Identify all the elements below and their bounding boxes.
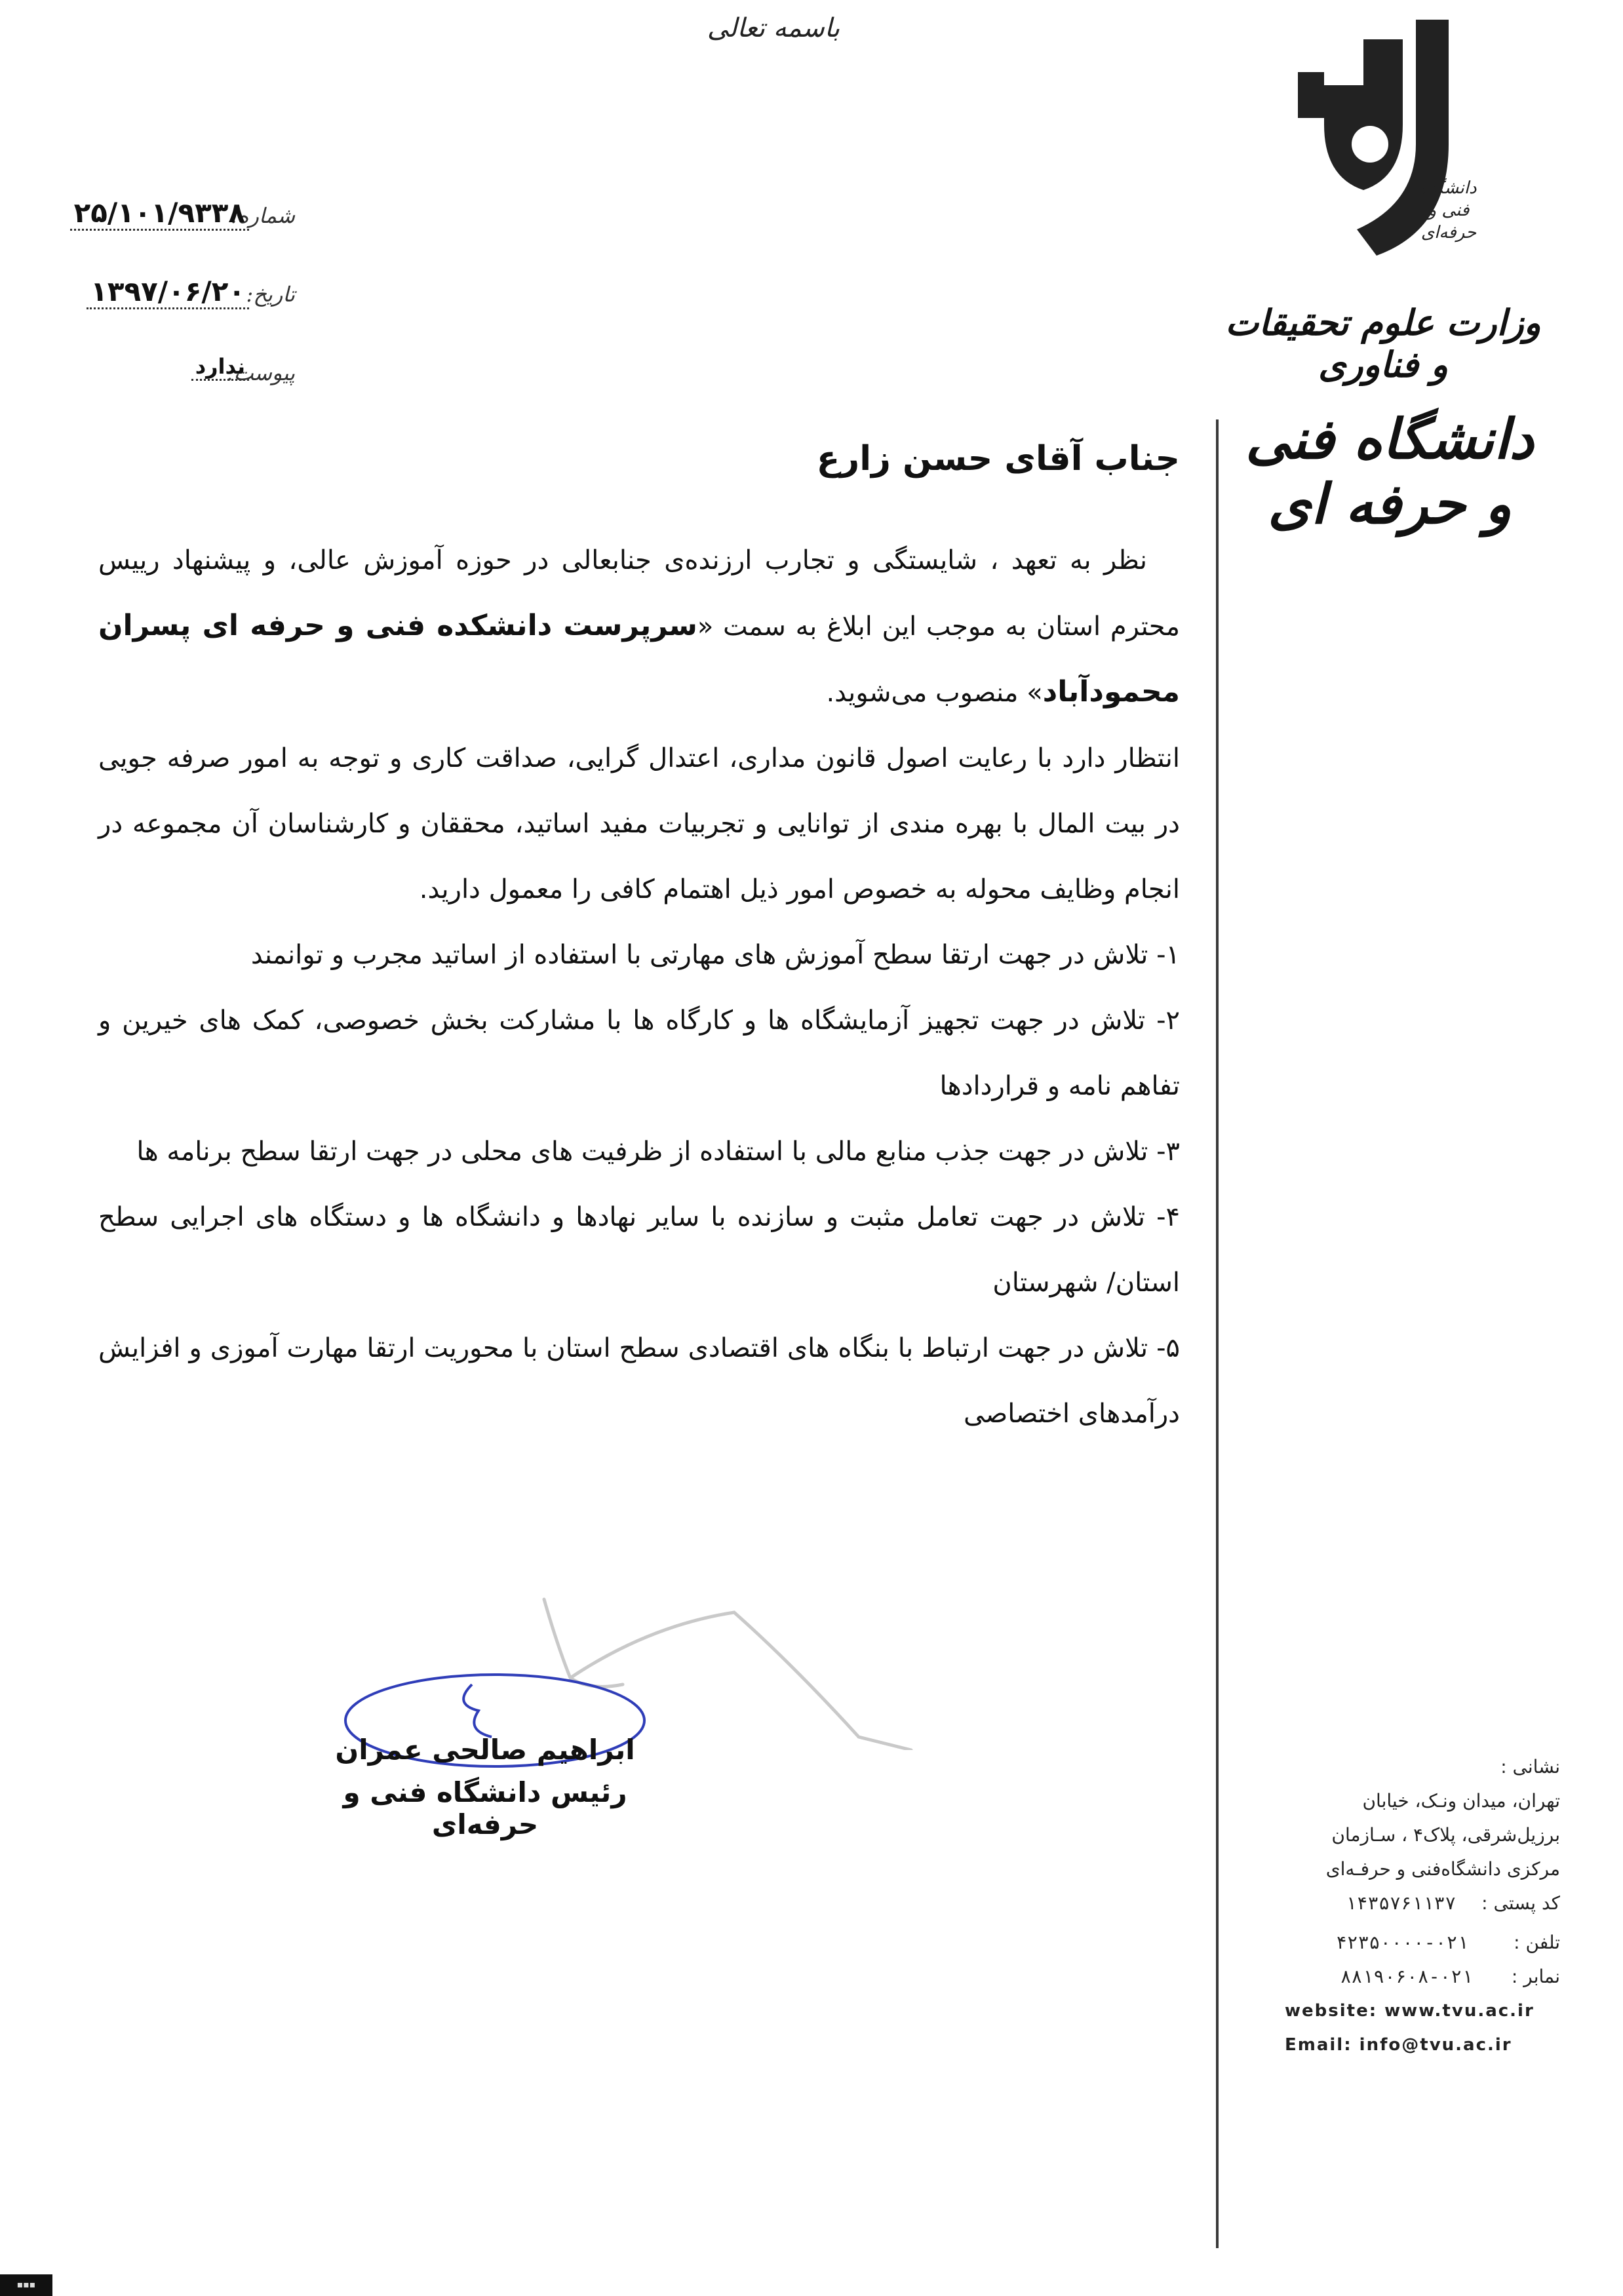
logo-caption-line: فنی و حرفه‌ای	[1420, 201, 1477, 243]
address-line: برزیل‌شرقی، پلاک۴ ، سـازمان	[1331, 1824, 1560, 1846]
duty-item: ۱- تلاش در جهت ارتقا سطح آموزش های مهارتی با استفاده از اساتید مجرب و توانمند	[250, 940, 1180, 970]
website-text: website: www.tvu.ac.ir	[1285, 2001, 1535, 2021]
appointed-position: سرپرست دانشکده فنی و حرفه ای پسران محمودآباد	[98, 609, 1180, 709]
letter-body	[98, 528, 1180, 1447]
fax-label: نمابر :	[1511, 1966, 1560, 1987]
vertical-divider	[1216, 419, 1219, 2248]
duty-item: ۵- تلاش در جهت ارتباط با بنگاه های اقتصادی سطح استان با محوریت ارتقا مهارت آموزی و افزایش درآمدهای اختصاصی	[98, 1333, 1180, 1429]
logo-caption	[1409, 177, 1488, 244]
letter-number-row	[59, 197, 295, 236]
university-name: دانشگاه فنی و حرفه ای	[1245, 406, 1534, 536]
signer-name: ابراهیم صالحی عمران	[335, 1734, 635, 1766]
address-block	[1245, 1750, 1560, 2062]
expectation-paragraph: انتظار دارد با رعایت اصول قانون مداری، اعتدال گرایی، صداقت کاری و توجه به امور صرفه جویی در بیت المال با بهره مندی از توانایی و تجربیات مفید اساتید، محققان و کارشناسان آن مجموعه در انجام وظایف محوله به خصوص امور ذیل اهتمام کافی را معمول دارید.	[98, 743, 1180, 905]
intro-text-end: » منصوب می‌شوید.	[826, 678, 1043, 708]
letter-attachment-row	[59, 354, 295, 393]
email-text: Email: info@tvu.ac.ir	[1285, 2035, 1512, 2055]
phone-row	[1245, 1926, 1560, 1960]
letter-date-row	[59, 275, 295, 315]
address-line: مرکزی دانشگاه‌فنی و حرفـه‌ای	[1325, 1858, 1560, 1880]
letter-number-label: شماره:	[230, 203, 295, 228]
duty-item: ۳- تلاش در جهت جذب منابع مالی با استفاده از ظرفیت های محلی در جهت ارتقا سطح برنامه ها	[136, 1137, 1180, 1167]
signer-title: رئیس دانشگاه فنی و حرفه‌ای	[343, 1776, 627, 1840]
letter-date-value: ۱۳۹۷/۰۶/۲۰	[87, 275, 249, 309]
logo-caption-line: دانشگاه	[1420, 178, 1477, 198]
recipient: جناب آقای حسن زارع	[816, 439, 1180, 478]
ministry-name: وزارت علوم تحقیقات و فناوری	[1225, 302, 1541, 385]
address-line: تهران، میدان ونـک، خیابان	[1362, 1790, 1560, 1812]
badge-mark: ▪▪▪	[16, 2280, 36, 2290]
invocation-text: باسمه تعالی	[707, 13, 840, 43]
intro-paragraph	[98, 528, 1180, 726]
fax-value: ۰۲۱-۸۸۱۹۰۶۰۸	[1340, 1966, 1473, 1987]
duty-item: ۴- تلاش در جهت تعامل مثبت و سازنده با سایر نهادها و دانشگاه ها و دستگاه های اجرایی سطح استان/ شهرستان	[98, 1202, 1180, 1298]
fax-row	[1245, 1960, 1560, 1994]
postal-code-value: ۱۴۳۵۷۶۱۱۳۷	[1345, 1892, 1457, 1914]
letter-number-value: ۲۵/۱۰۱/۹۳۳۸	[70, 197, 249, 231]
corner-badge	[0, 2274, 52, 2296]
phone-label: تلفن :	[1514, 1932, 1560, 1953]
letter-date-label: تاریخ:	[246, 282, 295, 307]
duty-item: ۲- تلاش در جهت تجهیز آزمایشگاه ها و کارگاه ها با مشارکت بخش خصوصی، کمک های خیرین و تفاهم نامه و قراردادها	[98, 1005, 1180, 1101]
address-label: نشانی :	[1500, 1756, 1560, 1778]
letter-attachment-label: پیوست:	[226, 360, 295, 385]
phone-value: ۰۲۱-۴۲۳۵۰۰۰۰	[1335, 1932, 1469, 1953]
letter-attachment-value: ندارد	[191, 354, 249, 381]
postal-code-label: کد پستی :	[1481, 1892, 1560, 1914]
postal-code-row	[1245, 1886, 1560, 1920]
intro-text: نظر به تعهد ، شایستگی و تجارب ارزنده‌ی جنابعالی در حوزه آموزش عالی، و پیشنهاد رییس محترم استان به موجب این ابلاغ به سمت «	[98, 545, 1180, 642]
